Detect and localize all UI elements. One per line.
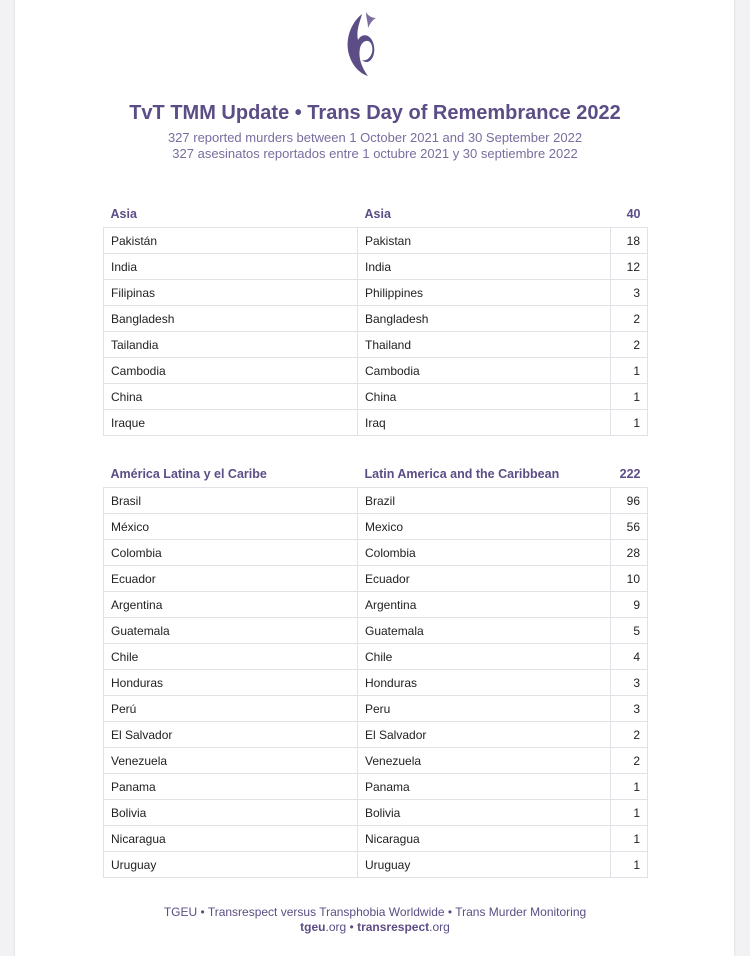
- murder-count: 96: [611, 488, 648, 514]
- region-table-latin-america: [103, 461, 648, 878]
- murder-count: 56: [611, 514, 648, 540]
- subtitle-english: 327 reported murders between 1 October 2021 and 30 September 2022: [167, 130, 583, 145]
- murder-count: 2: [611, 332, 648, 358]
- country-name-es: Venezuela: [104, 748, 358, 774]
- table-row: [104, 332, 648, 358]
- country-name-en: Guatemala: [358, 618, 611, 644]
- murder-count: 2: [611, 306, 648, 332]
- table-row: [104, 644, 648, 670]
- table-row: [104, 384, 648, 410]
- murder-count: 3: [611, 670, 648, 696]
- murder-count: 10: [611, 566, 648, 592]
- country-name-es: China: [104, 384, 358, 410]
- table-row: [104, 748, 648, 774]
- country-name-en: Philippines: [358, 280, 611, 306]
- country-name-es: Pakistán: [104, 228, 358, 254]
- country-name-es: Argentina: [104, 592, 358, 618]
- country-name-es: Chile: [104, 644, 358, 670]
- region-name-en: Latin America and the Caribbean: [364, 467, 560, 481]
- table-row: [104, 410, 648, 436]
- country-name-es: Cambodia: [104, 358, 358, 384]
- country-name-es: Perú: [104, 696, 358, 722]
- country-name-es: El Salvador: [104, 722, 358, 748]
- country-name-en: Brazil: [358, 488, 611, 514]
- country-name-en: Pakistan: [358, 228, 611, 254]
- table-row: [104, 670, 648, 696]
- region-name-es: Asia: [110, 207, 137, 221]
- murder-count: 1: [611, 410, 648, 436]
- table-row: [104, 280, 648, 306]
- murder-count: 1: [611, 774, 648, 800]
- murder-count: 1: [611, 826, 648, 852]
- page-title: TvT TMM Update • Trans Day of Remembrance 2022: [129, 102, 621, 124]
- region-total: 40: [626, 207, 641, 221]
- murder-count: 4: [611, 644, 648, 670]
- table-row: [104, 254, 648, 280]
- country-name-es: India: [104, 254, 358, 280]
- country-name-en: El Salvador: [358, 722, 611, 748]
- table-row: [104, 540, 648, 566]
- country-name-en: Uruguay: [358, 852, 611, 878]
- country-name-en: Colombia: [358, 540, 611, 566]
- region-rows: [104, 228, 648, 436]
- table-row: [104, 618, 648, 644]
- murder-count: 1: [611, 852, 648, 878]
- transrespect-site-domain[interactable]: .org: [429, 920, 450, 934]
- tgeu-site-name[interactable]: tgeu: [300, 920, 326, 934]
- country-name-en: Honduras: [358, 670, 611, 696]
- murder-count: 3: [611, 280, 648, 306]
- country-name-es: Brasil: [104, 488, 358, 514]
- table-row: [104, 852, 648, 878]
- country-name-en: Mexico: [358, 514, 611, 540]
- table-row: [104, 566, 648, 592]
- murder-count: 1: [611, 358, 648, 384]
- country-name-es: Ecuador: [104, 566, 358, 592]
- tgeu-logo: [342, 10, 378, 80]
- table-row: [104, 774, 648, 800]
- murder-count: 5: [611, 618, 648, 644]
- country-name-es: Iraque: [104, 410, 358, 436]
- country-name-es: Bangladesh: [104, 306, 358, 332]
- country-name-es: México: [104, 514, 358, 540]
- murder-count: 1: [611, 384, 648, 410]
- country-name-en: Argentina: [358, 592, 611, 618]
- region-rows: [104, 488, 648, 878]
- murder-count: 12: [611, 254, 648, 280]
- murder-count: 28: [611, 540, 648, 566]
- country-name-en: India: [358, 254, 611, 280]
- country-name-es: Uruguay: [104, 852, 358, 878]
- table-row: [104, 358, 648, 384]
- region-header-row: [104, 201, 648, 228]
- country-name-en: Iraq: [358, 410, 611, 436]
- footer-separator: •: [346, 920, 358, 934]
- country-name-es: Honduras: [104, 670, 358, 696]
- murder-count: 2: [611, 748, 648, 774]
- footer-websites: [0, 920, 750, 934]
- tgeu-site-domain[interactable]: .org: [325, 920, 347, 934]
- region-header-row: [104, 461, 648, 488]
- region-table-asia: [103, 201, 648, 436]
- country-name-es: Colombia: [104, 540, 358, 566]
- country-name-en: Nicaragua: [358, 826, 611, 852]
- subtitle-spanish: 327 asesinatos reportados entre 1 octubre 2021 y 30 septiembre 2022: [172, 146, 578, 161]
- region-name-en: Asia: [364, 207, 391, 221]
- region-total: 222: [619, 467, 641, 481]
- country-name-en: Bolivia: [358, 800, 611, 826]
- country-name-en: Bangladesh: [358, 306, 611, 332]
- table-row: [104, 592, 648, 618]
- murder-count: 1: [611, 800, 648, 826]
- murder-count: 2: [611, 722, 648, 748]
- murder-count: 9: [611, 592, 648, 618]
- country-name-en: Chile: [358, 644, 611, 670]
- country-name-en: Ecuador: [358, 566, 611, 592]
- table-row: [104, 306, 648, 332]
- country-name-es: Guatemala: [104, 618, 358, 644]
- country-name-en: Panama: [358, 774, 611, 800]
- country-name-es: Nicaragua: [104, 826, 358, 852]
- country-name-es: Filipinas: [104, 280, 358, 306]
- table-row: [104, 488, 648, 514]
- country-name-es: Panama: [104, 774, 358, 800]
- murder-count: 18: [611, 228, 648, 254]
- table-row: [104, 696, 648, 722]
- table-row: [104, 514, 648, 540]
- country-name-es: Tailandia: [104, 332, 358, 358]
- country-name-en: Peru: [358, 696, 611, 722]
- country-name-en: Thailand: [358, 332, 611, 358]
- region-name-es: América Latina y el Caribe: [110, 467, 267, 481]
- table-row: [104, 228, 648, 254]
- transrespect-site-name[interactable]: transrespect: [357, 920, 430, 934]
- footer-organizations: TGEU • Transrespect versus Transphobia Worldwide • Trans Murder Monitoring: [163, 905, 587, 919]
- country-name-en: China: [358, 384, 611, 410]
- table-row: [104, 800, 648, 826]
- country-name-en: Cambodia: [358, 358, 611, 384]
- table-row: [104, 722, 648, 748]
- murder-count: 3: [611, 696, 648, 722]
- country-name-es: Bolivia: [104, 800, 358, 826]
- country-name-en: Venezuela: [358, 748, 611, 774]
- table-row: [104, 826, 648, 852]
